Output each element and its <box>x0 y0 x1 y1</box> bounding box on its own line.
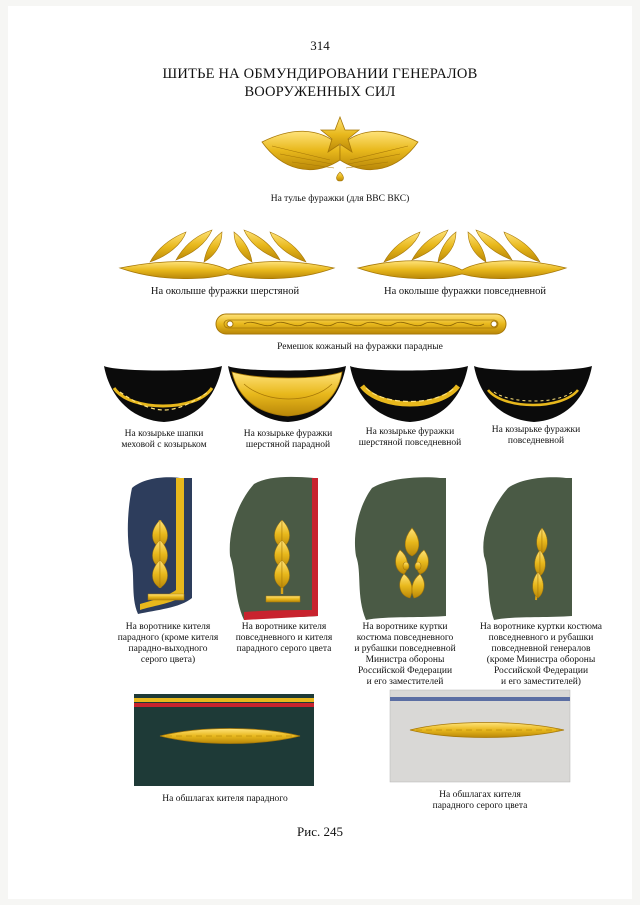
collar-jacket-minister <box>355 477 446 620</box>
caption-visor-wool-daily: На козырьке фуражки шерстяной повседневной <box>358 427 462 448</box>
cuff-grey <box>390 690 570 782</box>
visor-daily <box>474 366 592 422</box>
figure-label: Рис. 245 <box>297 824 343 839</box>
visor-fur-hat <box>104 366 222 422</box>
collar-jacket-generals <box>483 477 572 620</box>
caption-visor-fur-hat: На козырьке шапки меховой с козырьком <box>121 429 207 450</box>
band-wreath-wool <box>120 230 334 279</box>
cuff-parade <box>134 694 314 786</box>
collar-daily <box>230 477 318 620</box>
page-title-line-2: ВООРУЖЕННЫХ СИЛ <box>244 84 396 100</box>
caption-cuff-parade: На обшлагах кителя парадного <box>162 794 288 804</box>
caption-band-wool: На околыше фуражки шерстяной <box>150 286 300 297</box>
caption-visor-wool-parade: На козырьке фуражки шерстяной парадной <box>243 429 333 450</box>
cap-badge-emblem <box>262 117 418 181</box>
caption-collar-daily: На воротнике кителя повседневного и кителя парадного серого цвета <box>235 622 333 654</box>
collar-parade <box>128 477 192 614</box>
band-wreath-daily <box>358 230 566 279</box>
caption-strap: Ремешок кожаный на фуражки парадные <box>277 342 443 352</box>
caption-collar-jacket-minister: На воротнике куртки костюма повседневного и рубашки повседневной Министра обороны Российской Федерации и его заместителей <box>354 622 456 687</box>
caption-cap-badge: На тулье фуражки (для ВВС ВКС) <box>270 194 410 204</box>
leather-strap <box>216 314 506 334</box>
caption-collar-parade: На воротнике кителя парадного (кроме кителя парадно-выходного серого цвета) <box>117 622 219 665</box>
caption-band-daily: На околыше фуражки повседневной <box>384 286 546 297</box>
caption-cuff-grey: На обшлагах кителя парадного серого цвета <box>432 790 528 811</box>
visor-wool-parade <box>228 366 346 422</box>
visor-wool-daily <box>350 366 468 422</box>
caption-visor-daily: На козырьке фуражки повседневной <box>491 425 581 446</box>
page-number: 314 <box>310 38 330 53</box>
caption-collar-jacket-generals: На воротнике куртки костюма повседневного и рубашки повседневной генералов (кроме Министра обороны Российской Федерации и его заместителей) <box>480 622 602 687</box>
page-title-line-1: ШИТЬЕ НА ОБМУНДИРОВАНИИ ГЕНЕРАЛОВ <box>162 66 478 82</box>
